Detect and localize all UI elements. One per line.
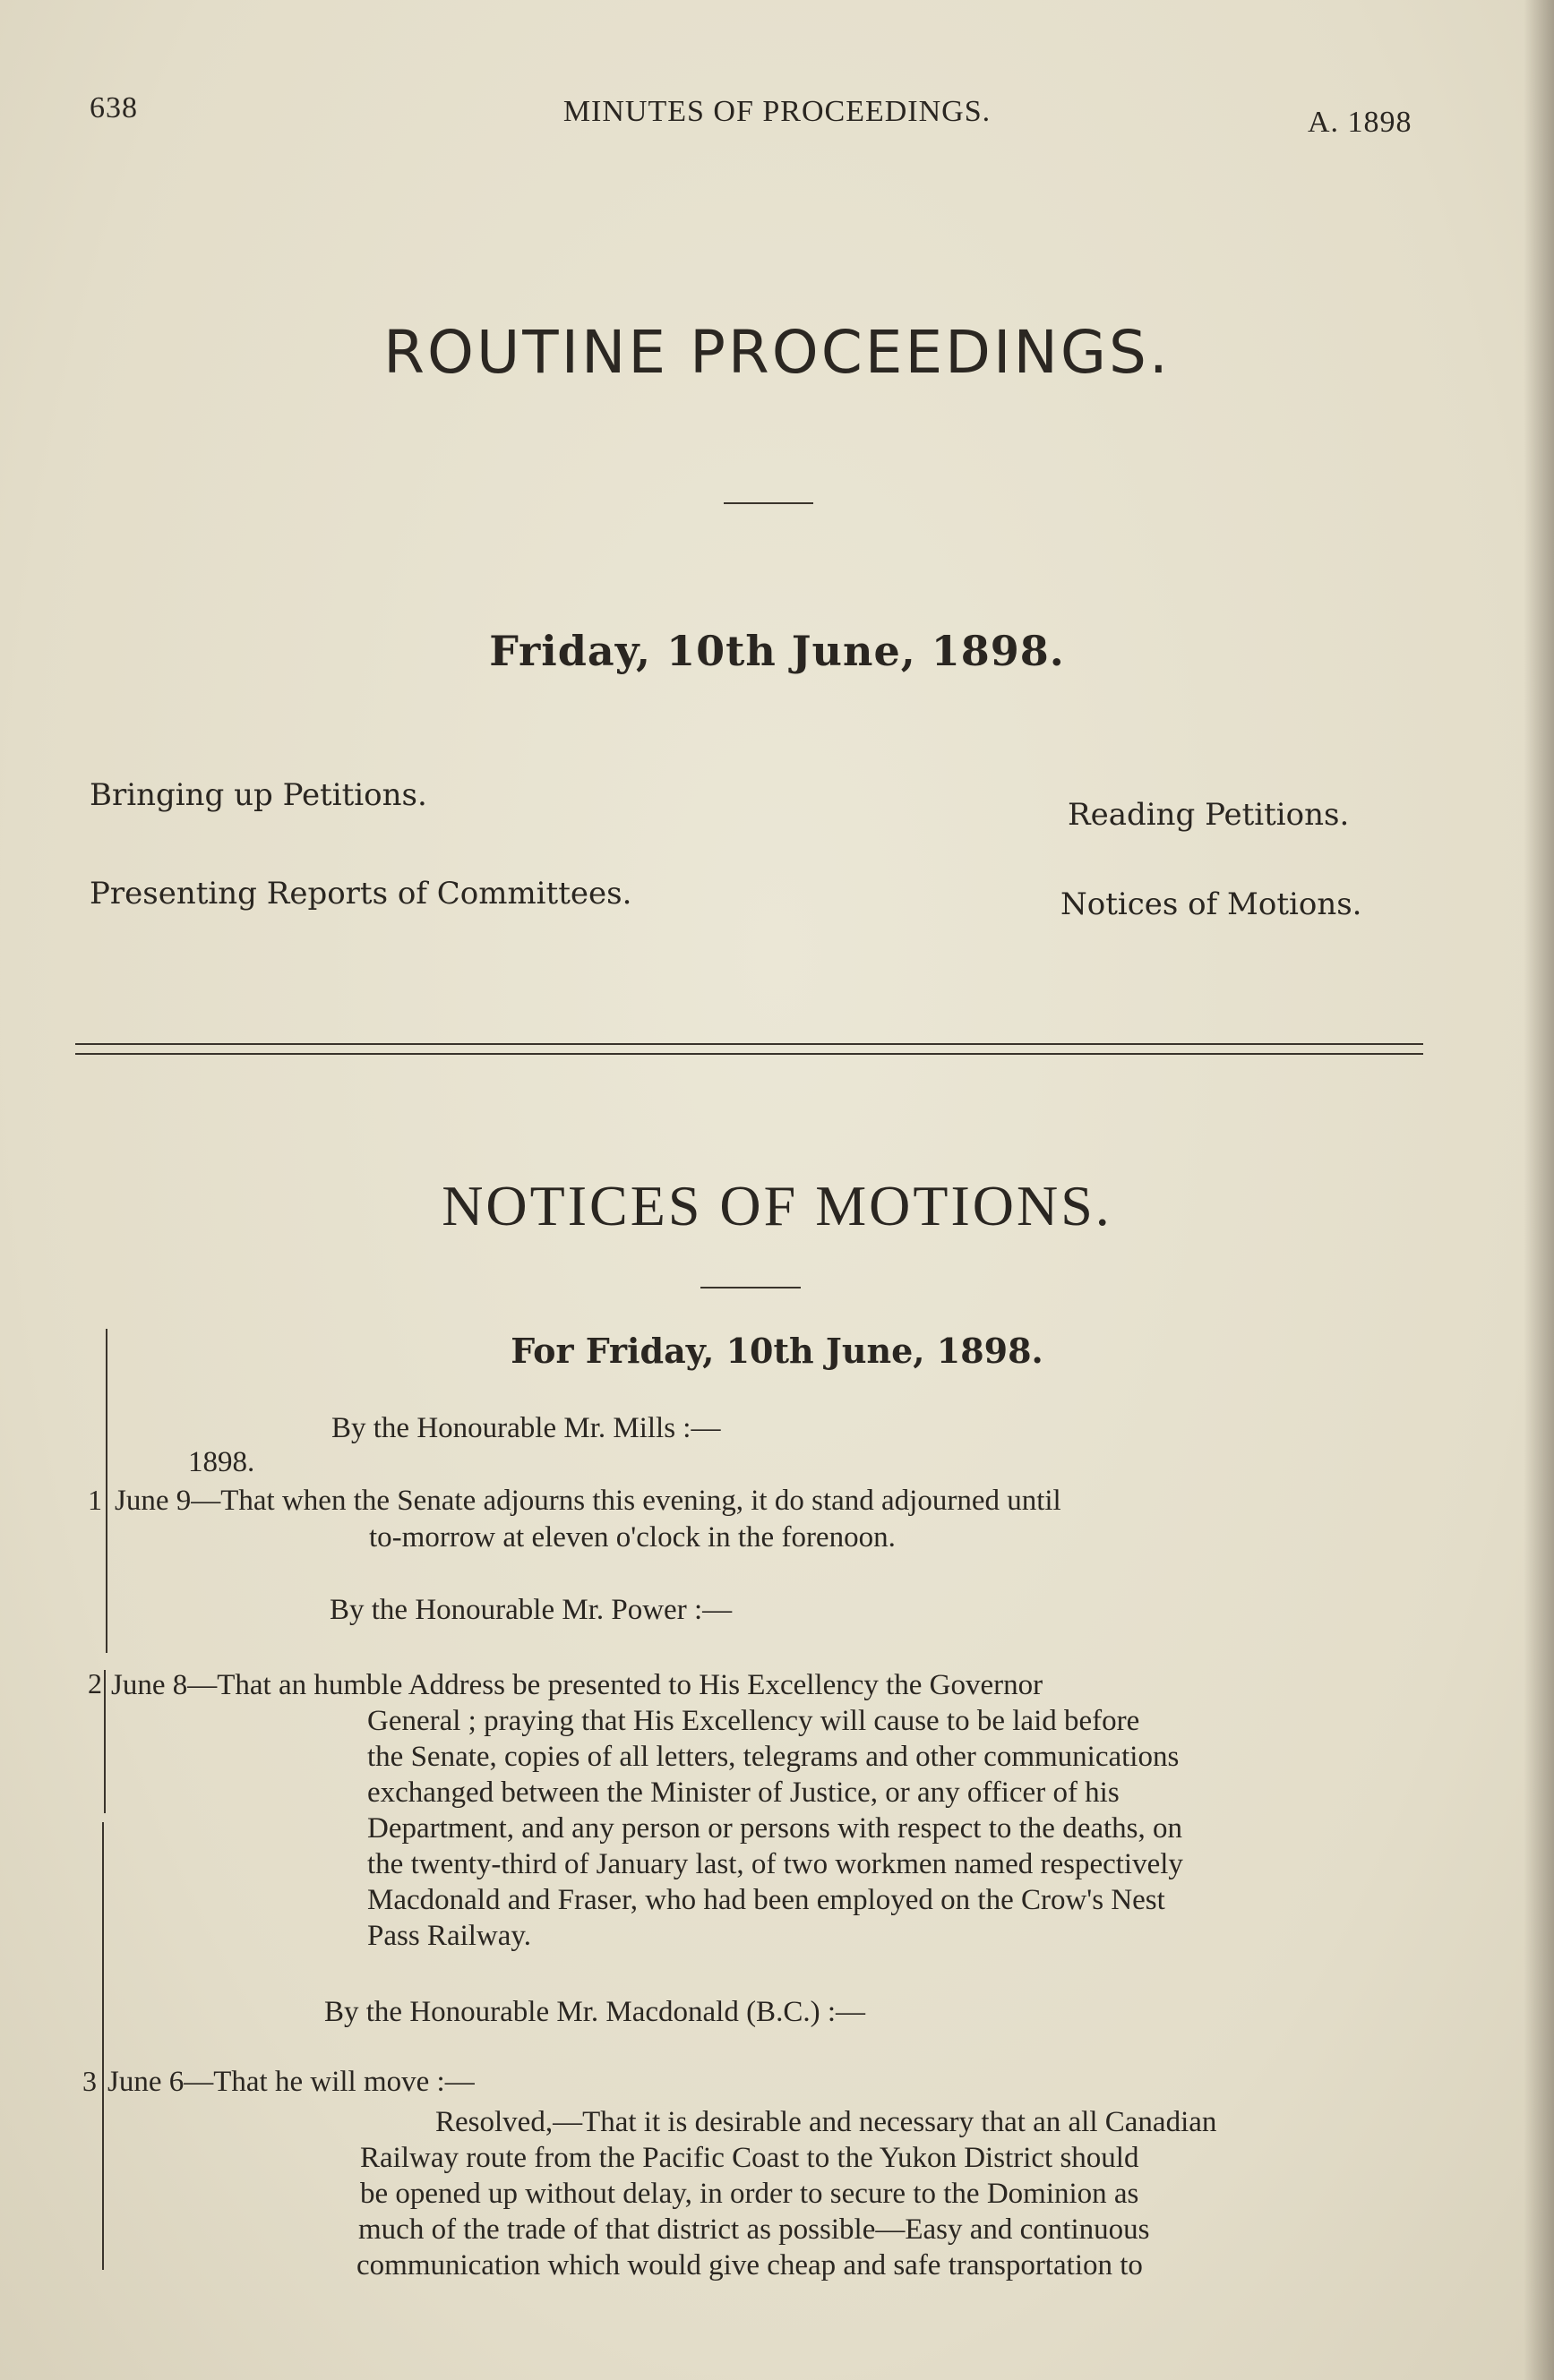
item-notices-of-motions: Notices of Motions. bbox=[1060, 886, 1362, 922]
motion-3-line: much of the trade of that district as possible—Easy and continuous bbox=[358, 2213, 1150, 2246]
motion-2-line: the twenty-third of January last, of two workmen named respectively bbox=[367, 1848, 1183, 1880]
motion-2-number: 2 bbox=[88, 1667, 102, 1699]
motion-2-line: Department, and any person or persons with respect to the deaths, on bbox=[367, 1812, 1182, 1845]
motion-2-line: General ; praying that His Excellency will cause to be laid before bbox=[367, 1705, 1140, 1737]
motion-2-text: —That an humble Address be presented to His Excellency the Governor bbox=[187, 1669, 1043, 1701]
item-presenting-reports: Presenting Reports of Committees. bbox=[90, 876, 632, 912]
sitting-date: Friday, 10th June, 1898. bbox=[489, 627, 1065, 675]
motion-1-text: —That when the Senate adjourns this evening, it do stand adjourned until bbox=[191, 1485, 1061, 1517]
motion-3-text: —That he will move :— bbox=[184, 2066, 475, 2098]
motion-3-mover: By the Honourable Mr. Macdonald (B.C.) :— bbox=[324, 1996, 865, 2028]
for-date-heading: For Friday, 10th June, 1898. bbox=[511, 1331, 1043, 1371]
routine-title: ROUTINE PROCEEDINGS. bbox=[383, 318, 1171, 387]
motion-3-date: June 6 bbox=[107, 2066, 185, 2098]
year-reference: A. 1898 bbox=[1308, 106, 1412, 139]
motion-1-mover: By the Honourable Mr. Mills :— bbox=[331, 1412, 721, 1444]
notices-title: NOTICES OF MOTIONS. bbox=[442, 1174, 1112, 1237]
motion-1-line: to-morrow at eleven o'clock in the forenoon. bbox=[369, 1521, 896, 1554]
motion-3-number: 3 bbox=[82, 2065, 97, 2097]
section-divider-top bbox=[75, 1043, 1423, 1045]
running-title: MINUTES OF PROCEEDINGS. bbox=[562, 95, 992, 128]
motion-1-first-line bbox=[115, 1483, 1061, 1519]
motion-3-line: be opened up without delay, in order to secure to the Dominion as bbox=[360, 2178, 1139, 2210]
motion-2-first-line bbox=[111, 1667, 1043, 1703]
item-bringing-up-petitions: Bringing up Petitions. bbox=[90, 777, 427, 813]
motion-1-number: 1 bbox=[88, 1484, 102, 1516]
motion-3-line: communication which would give cheap and safe transportation to bbox=[356, 2249, 1143, 2282]
motion-2-line: Macdonald and Fraser, who had been employed on the Crow's Nest bbox=[367, 1884, 1165, 1916]
year-label: 1898. bbox=[188, 1446, 255, 1478]
margin-rule-upper bbox=[106, 1329, 107, 1653]
item-reading-petitions: Reading Petitions. bbox=[1068, 797, 1350, 833]
motion-2-line: exchanged between the Minister of Justice, or any officer of his bbox=[367, 1776, 1120, 1809]
section-divider-bottom bbox=[75, 1053, 1423, 1055]
page-number: 638 bbox=[90, 91, 138, 124]
motion-2-line: the Senate, copies of all letters, telegrams and other communications bbox=[367, 1741, 1180, 1773]
notices-rule bbox=[700, 1287, 801, 1288]
motion-2-line: Pass Railway. bbox=[367, 1920, 532, 1952]
motion-3-line: Railway route from the Pacific Coast to the Yukon District should bbox=[360, 2142, 1139, 2174]
motion-3-first-line bbox=[107, 2064, 475, 2100]
margin-rule-middle bbox=[104, 1670, 106, 1813]
motion-2-date: June 8 bbox=[111, 1669, 188, 1701]
margin-rule-lower bbox=[102, 1822, 104, 2270]
motion-3-line: Resolved,—That it is desirable and necessary that an all Canadian bbox=[435, 2106, 1217, 2138]
motion-1-date: June 9 bbox=[115, 1485, 192, 1517]
motion-2-mover: By the Honourable Mr. Power :— bbox=[330, 1594, 733, 1626]
title-rule bbox=[724, 502, 813, 504]
